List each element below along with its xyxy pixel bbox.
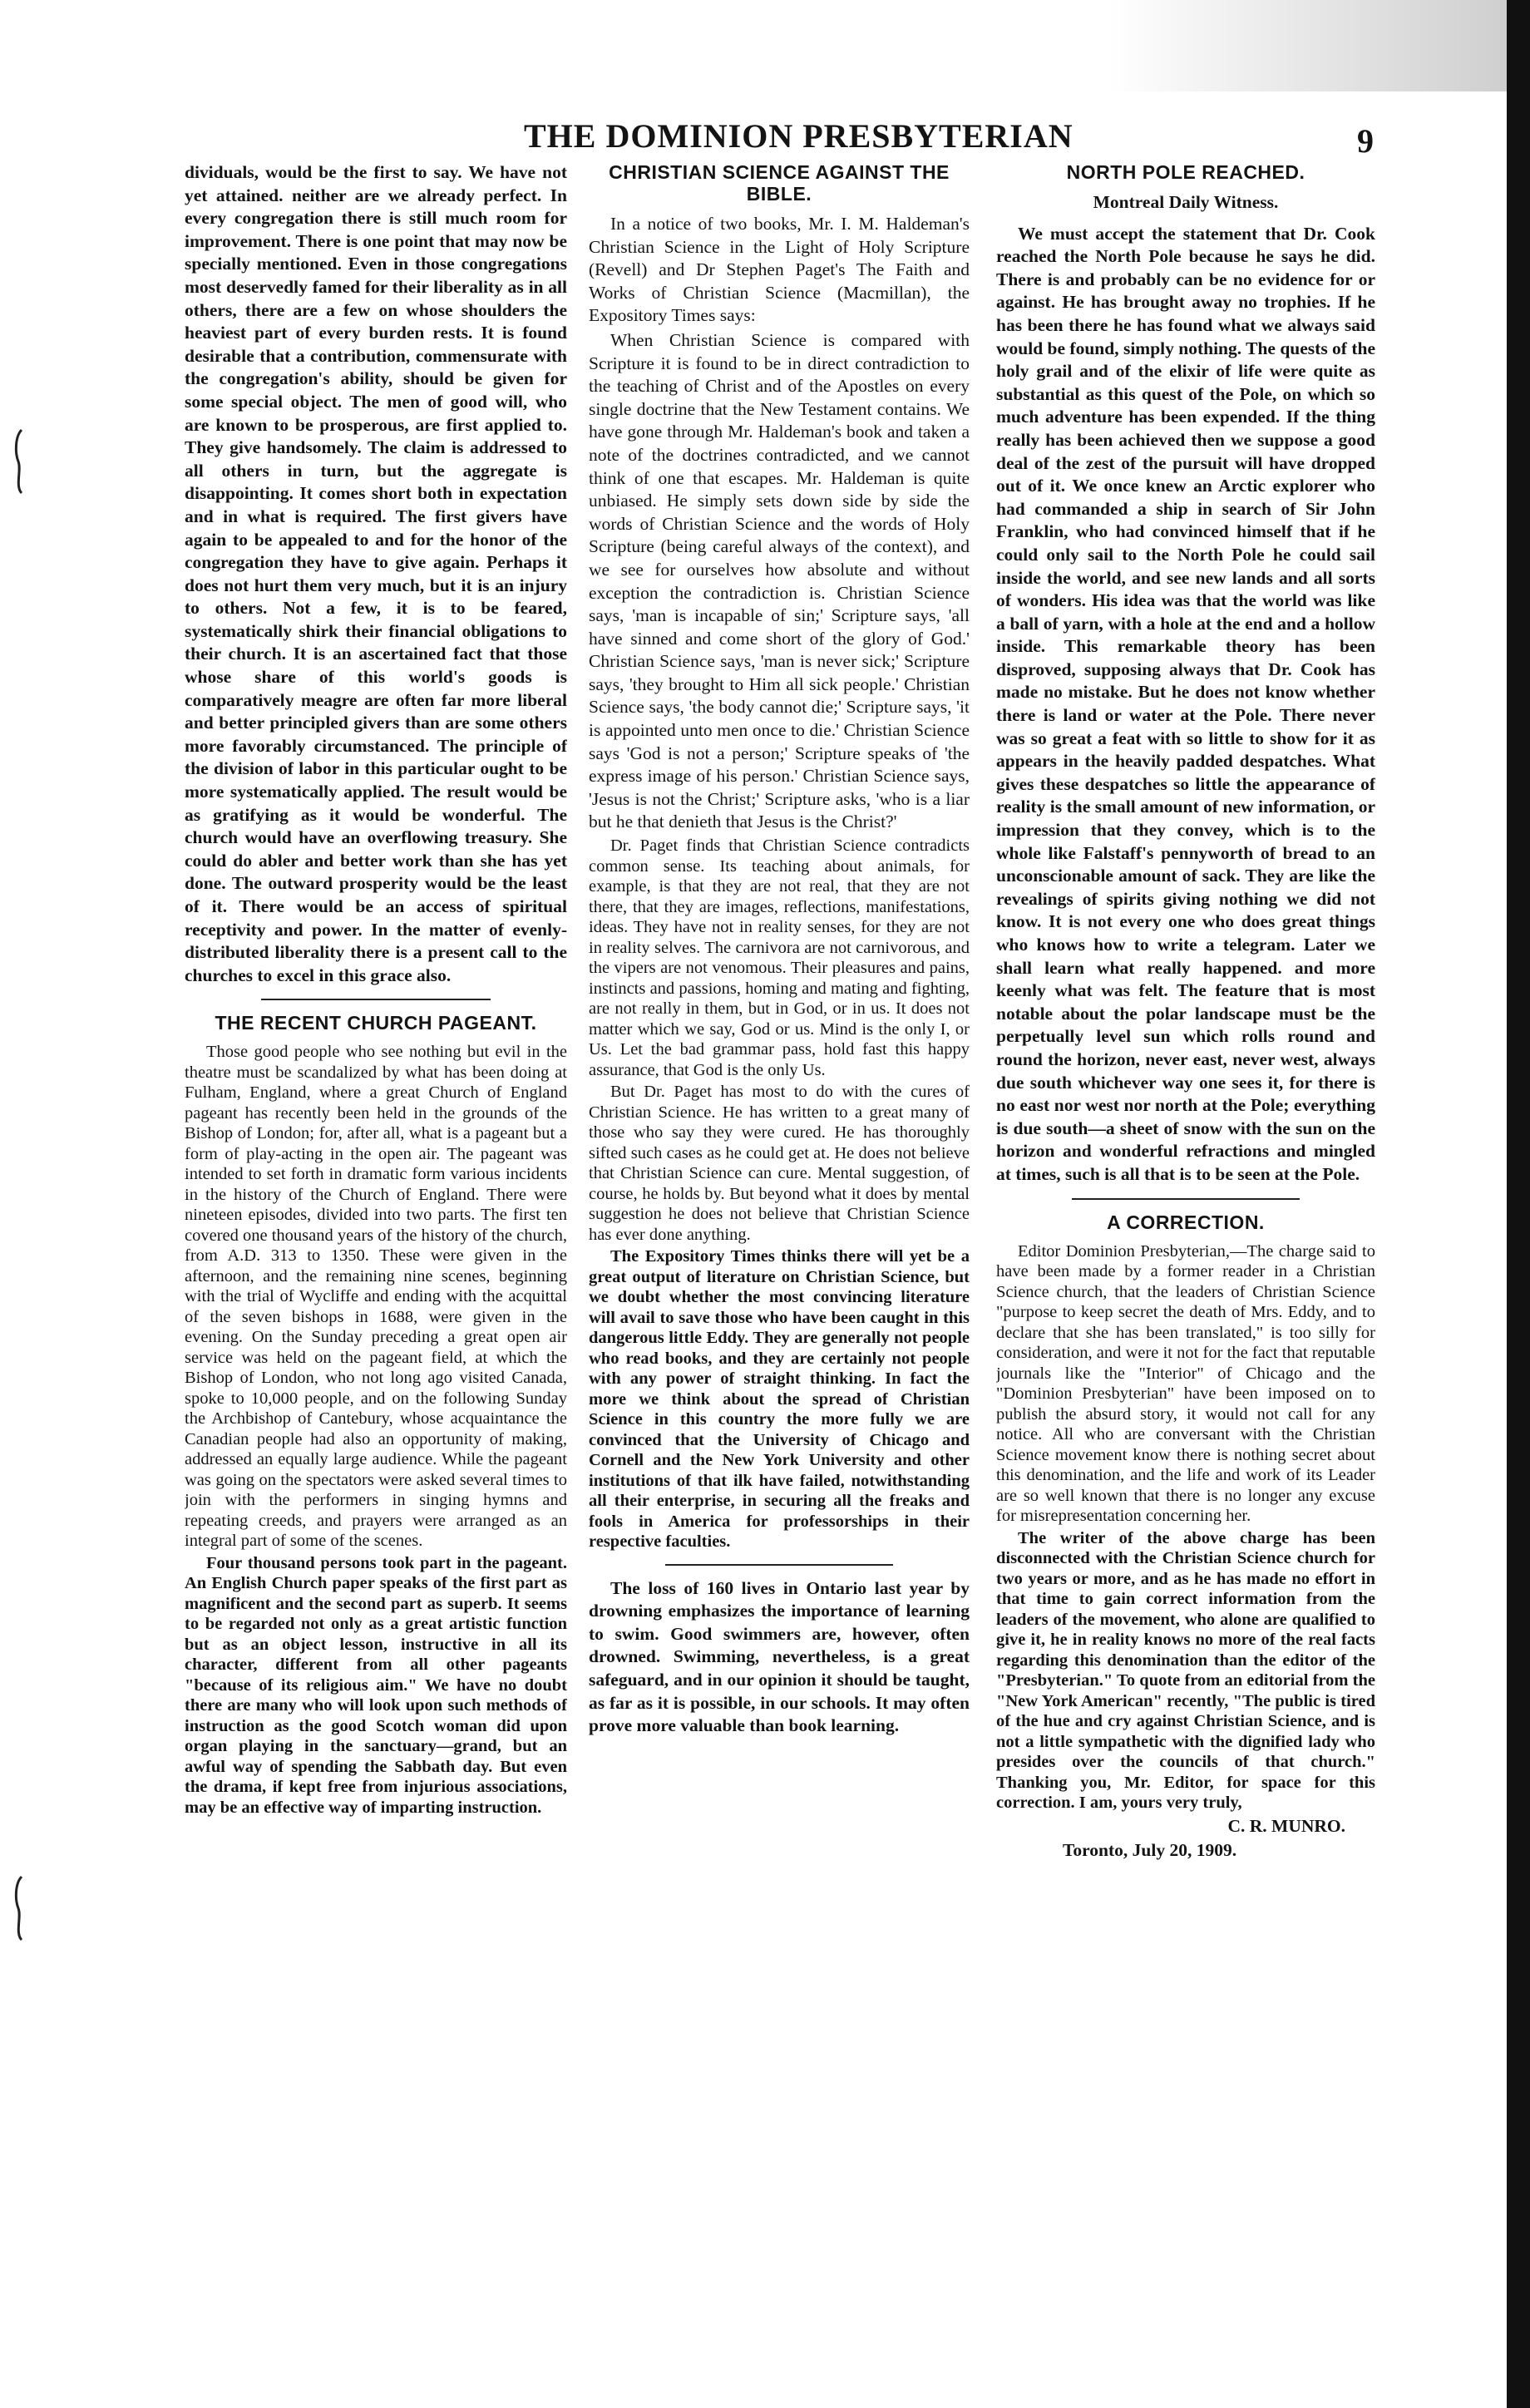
column-1: [185, 161, 567, 2356]
article-paragraph: The Expository Times thinks there will yet be a great output of literature on Christian Science, but we doubt whether the most convincing literature will avail to save those who have been caught in this dangerous little Eddy. They are generally not people who read books, and they are certainly not people with any power of straight thinking. In fact the more we think about the spread of Christian Science in this country the more fully we are convinced that the University of Chicago and Cornell and the New York University and other institutions of that ilk have failed, notwithstanding all their enterprise, in securing all the freaks and fools in America for professorships in their respective faculties.: [589, 1247, 970, 1552]
article-heading: THE RECENT CHURCH PAGEANT.: [215, 1012, 537, 1034]
divider: [665, 1564, 894, 1566]
article-heading: CHRISTIAN SCIENCE AGAINST THE BIBLE.: [609, 161, 950, 205]
article-paragraph: We must accept the statement that Dr. Cook reached the North Pole because he says he did. There is and probably can be no evidence for or against. He has brought away no trophies. If he has been there he has found what we always said would be found, simply nothing. The quests of the holy grail and of the elixir of life were quite as substantial as this quest of the Pole, on which so much adventure has been expended. If the thing really has been achieved then we suppose a good deal of the zest of the pursuit will have dropped out of it. We once knew an Arctic explorer who had commanded a ship in search of Sir John Franklin, who had convinced himself that if he could only sail to the North Pole he could sail inside the world, and see new lands and all sorts of wonders. His idea was that the world was like a ball of yarn, with a hole at the end and a hollow inside. This remarkable theory has been disproved, supposing always that Dr. Cook has made no mistake. But he does not know whether there is land or water at the Pole. There never was so great a feat with so little to show for it as appears in the heavily padded despatches. What gives these despatches so little the appearance of reality is the small amount of new information, or impression that they convey, which is to the whole like Falstaff's pennyworth of bread to an unconscionable amount of sack. They are like the revealings of spirits giving nothing we did not know. It is not every one who does great things who knows how to write a telegram. Later we shall learn what really happened. and more keenly what was felt. The feature that is most notable about the polar landscape must be the perpetually level sun which rolls round and round the horizon, never east, never west, always due south whichever way one sees it, for there is no east nor west nor north at the Pole; everything is due south—a sheet of snow with the sun on the horizon and wonderful refractions and mingled at times, such is all that is to be seen at the Pole.: [996, 223, 1375, 1184]
article-heading: NORTH POLE REACHED.: [1066, 161, 1305, 183]
article-paragraph: Those good people who see nothing but evil in the theatre must be scandalized by what has been doing at Fulham, England, where a great Church of England pageant has recently been held in the grounds of the Bishop of London; for, after all, what is a pageant but a form of play-acting in the open air. The pageant was intended to set forth in dramatic form various incidents in the history of the Church of England. There were nineteen episodes, divided into two parts. The first ten covered one thousand years of the history of the church, from A.D. 313 to 1350. These were given in the afternoon, and the remaining nine scenes, beginning with the trial of Wycliffe and ending with the acquittal of the seven bishops in 1688, were given in the evening. On the Sunday preceding a great open air service was held on the pageant field, at which the Bishop of London, who not long ago visited Canada, spoke to 10,000 people, and on the following Sunday the Archbishop of Cantebury, whose acquaintance the Canadian people had also an opportunity of making, addressed an equally large audience. While the pageant was going on the spectators were asked several times to join with the performers in singing hymns and repeating creeds, and prayers were arranged as an integral part of some of the scenes.: [185, 1043, 567, 1551]
margin-bracket-mark: [12, 1875, 27, 1942]
column-3: [996, 161, 1375, 2356]
article-source: Montreal Daily Witness.: [1093, 192, 1279, 212]
scan-border: [1507, 0, 1530, 2408]
article-heading: A CORRECTION.: [1107, 1211, 1265, 1233]
masthead: THE DOMINION PRESBYTERIAN: [524, 117, 1073, 155]
article-continuation: dividuals, would be the first to say. We have not yet attained. neither are we already perfect. In every congregation there is still much room for improvement. There is one point that may now be specially mentioned. Even in those congregations most deservedly famed for their liberality as in all others, there are a few on whose shoulders the heaviest part of every burden rests. It is found desirable that a contribution, commensurate with the congregation's ability, should be given for some special object. The men of good will, who are known to be prosperous, are first applied to. They give handsomely. The claim is addressed to all others in turn, but the aggregate is disappointing. It comes short both in expectation and in what is required. The first givers have again to be appealed to and for the honor of the congregation they have to give again. Perhaps it does not hurt them very much, but it is an injury to others. Not a few, it is to be feared, systematically shirk their financial obligations to their church. It is an ascertained fact that those whose share of this world's goods is comparatively meagre are often far more liberal and better principled givers than are some others more favorably circumstanced. The principle of the division of labor in this particular ought to be more systematically applied. The result would be as gratifying as it would be wonderful. The church would have an overflowing treasury. She could do abler and better work than she has yet done. The outward prosperity would be the least of it. There would be an access of spiritual receptivity and power. In the matter of evenly-distributed liberality there is a present call to the churches to excel in this grace also.: [185, 162, 567, 985]
scan-shadow: [1108, 0, 1507, 91]
article-paragraph: In a notice of two books, Mr. I. M. Haldeman's Christian Science in the Light of Holy Scripture (Revell) and Dr Stephen Paget's The Faith and Works of Christian Science (Macmillan), the Expository Times says:: [589, 214, 970, 326]
divider: [261, 999, 491, 1000]
letter-paragraph: The writer of the above charge has been disconnected with the Christian Science church for two years or more, and as he has made no effort in that time to gain correct information from the leaders of the movement, who alone are qualified to give it, he in reality knows no more of the real facts regarding this denomination than the editor of the "Presbyterian." To quote from an editorial from the "New York American" recently, "The public is tired of the hue and cry against Christian Science, and is not a little sympathetic with the dignified lady who presides over the councils of that church." Thanking you, Mr. Editor, for space for this correction. I am, yours very truly,: [996, 1528, 1375, 1813]
letter-signature: C. R. MUNRO.: [1227, 1815, 1345, 1836]
page-number: 9: [1357, 122, 1374, 160]
column-2: [589, 161, 970, 2356]
article-paragraph: But Dr. Paget has most to do with the cures of Christian Science. He has written to a great many of those who say they were cured. He has thoroughly sifted such cases as he could get at. He does not believe that Christian Science can cure. Mental suggestion, of course, he holds by. But beyond what it does by mental suggestion he does not believe that Christian Science has ever done anything.: [589, 1083, 970, 1244]
letter-dateline: Toronto, July 20, 1909.: [1063, 1840, 1237, 1861]
divider: [1072, 1198, 1300, 1200]
letter-paragraph: Editor Dominion Presbyterian,—The charge said to have been made by a former reader in a Christian Science church, that the leaders of Christian Science "purpose to keep secret the death of Mrs. Eddy, and to declare that she has been translated," is too silly for consideration, and were it not for the fact that reputable journals like the "Interior" of Chicago and the "Dominion Presbyterian" have been imposed on to publish the absurd story, it would not call for any notice. All who are conversant with the Christian Science movement know there is nothing secret about this denomination, and the life and work of its Leader are so well known that there is no longer any excuse for misrepresentation concerning her.: [996, 1241, 1375, 1526]
news-note: The loss of 160 lives in Ontario last year by drowning emphasizes the importance of learning to swim. Good swimmers are, however, often drowned. Swimming, nevertheless, is a great safeguard, and in our opinion it should be taught, as far as it is possible, in our schools. It may often prove more valuable than book learning.: [589, 1577, 970, 1736]
margin-bracket-mark: [12, 428, 27, 495]
article-quote: When Christian Science is compared with Scripture it is found to be in direct contradiction to the teaching of Christ and of the Apostles on every single doctrine that the New Testament contains. We have gone through Mr. Haldeman's book and taken a note of the doctrines contradicted, and we cannot think of one that escapes. Mr. Haldeman is quite unbiased. He simply sets down side by side the words of Christian Science and the words of Holy Scripture (being careful always of the context), and we see for ourselves how absolute and without exception the contradiction is. Christian Science says, 'man is incapable of sin;' Scripture says, 'all have sinned and come short of the glory of God.' Christian Science says, 'man is never sick;' Scripture says, 'they brought to Him all sick people.' Christian Science says, 'the body cannot die;' Scripture says, 'it is appointed unto men once to die.' Christian Science says 'God is not a person;' Scripture speaks of 'the express image of his person.' Christian Science says, 'Jesus is not the Christ;' Scripture asks, 'who is a liar but he that denieth that Jesus is the Christ?': [589, 329, 970, 832]
article-paragraph: Four thousand persons took part in the pageant. An English Church paper speaks of the first part as magnificent and the second part as superb. It seems to be regarded not only as a great artistic function but as an object lesson, instructive in all its character, different from all other pageants "because of its religious aim." We have no doubt there are many who will look upon such methods of instruction as the good Scotch woman did upon organ playing in the sanctuary—grand, but an awful way of spending the Sabbath day. But even the drama, if kept free from injurious associations, may be an effective way of imparting instruction.: [185, 1553, 567, 1817]
article-paragraph: Dr. Paget finds that Christian Science contradicts common sense. Its teaching about animals, for example, is that they are not real, that they are not there, that they are images, reflections, manifestations, ideas. They have not in reality senses, for they are not in reality selves. The carnivora are not carnivorous, and the vipers are not venomous. Their pleasures and pains, instincts and passions, homing and mating and fighting, are not really in them, but in God, or in us. It does not matter which we say, God or us. Mind is the only I, or Us. Let the bad grammar pass, hold fast this happy assurance, that God is the only Us.: [589, 836, 970, 1079]
